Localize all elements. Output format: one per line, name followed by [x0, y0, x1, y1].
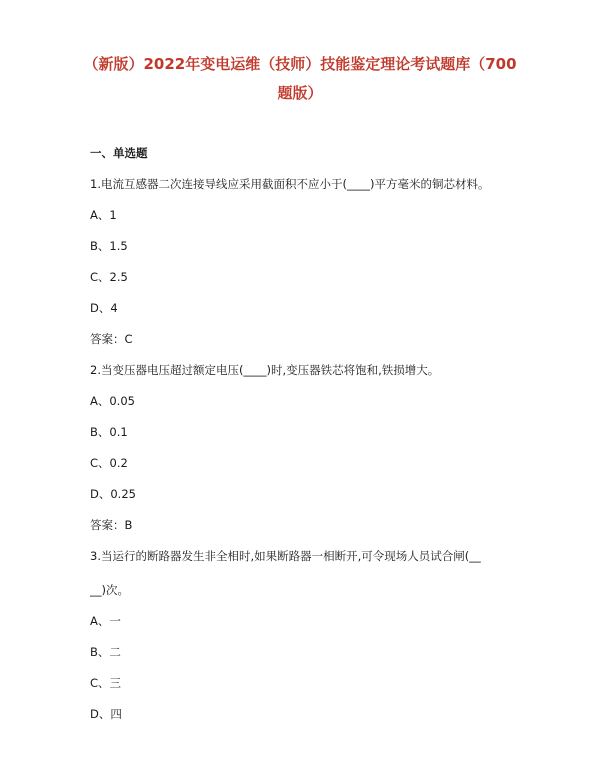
option-a: A、一 [90, 614, 121, 628]
question-stem-line2: __)次。 [90, 583, 129, 597]
question-stem: 2.当变压器电压超过额定电压(____)时,变压器铁芯将饱和,铁损增大。 [90, 363, 440, 377]
document-title-line1: （新版）2022年变电运维（技师）技能鉴定理论考试题库（700 [83, 55, 517, 73]
section-heading: 一、单选题 [90, 146, 148, 160]
document-title-line2: 题版） [277, 84, 323, 102]
option-b: B、1.5 [90, 239, 128, 253]
option-b: B、0.1 [90, 425, 128, 439]
option-d: D、四 [90, 707, 122, 721]
option-b: B、二 [90, 645, 121, 659]
option-a: A、0.05 [90, 394, 135, 408]
question-stem: 1.电流互感器二次连接导线应采用截面积不应小于(____)平方毫米的铜芯材料。 [90, 177, 490, 191]
option-d: D、0.25 [90, 487, 136, 501]
option-c: C、三 [90, 676, 122, 690]
question-stem-line1: 3.当运行的断路器发生非全相时,如果断路器一相断开,可令现场人员试合闸(__ [90, 549, 481, 563]
answer: 答案：C [90, 332, 133, 346]
answer: 答案：B [90, 518, 133, 532]
option-a: A、1 [90, 208, 117, 222]
option-c: C、2.5 [90, 270, 128, 284]
option-c: C、0.2 [90, 456, 128, 470]
option-d: D、4 [90, 301, 118, 315]
